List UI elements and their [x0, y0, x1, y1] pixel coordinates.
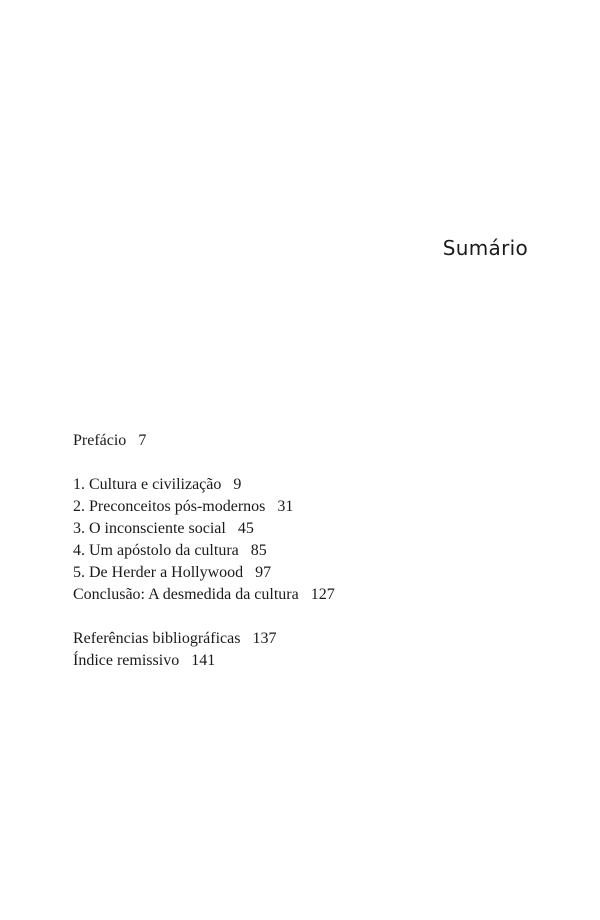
- page-title: Sumário: [442, 236, 528, 260]
- toc-entry-label: 1. Cultura e civilização: [73, 476, 222, 493]
- toc-entry-page: 45: [237, 520, 254, 537]
- toc-entry-label: 4. Um apóstolo da cultura: [73, 542, 239, 559]
- toc-entry-label: 2. Preconceitos pós-modernos: [73, 498, 266, 515]
- table-of-contents: [73, 430, 335, 694]
- toc-entry-chapter-2: [73, 496, 335, 518]
- toc-entry-page: 85: [250, 542, 267, 559]
- toc-entry-chapter-4: [73, 540, 335, 562]
- toc-front-matter: [73, 430, 335, 452]
- toc-entry-label: Índice remissivo: [73, 652, 180, 669]
- toc-entry-indice: [73, 650, 335, 672]
- toc-entry-page: 127: [310, 586, 335, 603]
- toc-entry-page: 97: [255, 564, 272, 581]
- toc-chapters: [73, 474, 335, 606]
- toc-entry-page: 137: [252, 630, 277, 647]
- toc-entry-prefacio: [73, 430, 335, 452]
- toc-entry-label: Prefácio: [73, 432, 127, 449]
- toc-entry-label: 3. O inconsciente social: [73, 520, 226, 537]
- toc-entry-label: Conclusão: A desmedida da cultura: [73, 586, 299, 603]
- toc-entry-conclusao: [73, 584, 335, 606]
- toc-entry-referencias: [73, 628, 335, 650]
- toc-entry-page: 9: [233, 476, 242, 493]
- toc-back-matter: [73, 628, 335, 672]
- toc-entry-chapter-1: [73, 474, 335, 496]
- toc-entry-label: Referências bibliográficas: [73, 630, 241, 647]
- toc-entry-page: 31: [277, 498, 294, 515]
- toc-entry-page: 7: [138, 432, 147, 449]
- toc-entry-label: 5. De Herder a Hollywood: [73, 564, 244, 581]
- toc-entry-page: 141: [191, 652, 216, 669]
- toc-entry-chapter-3: [73, 518, 335, 540]
- toc-entry-chapter-5: [73, 562, 335, 584]
